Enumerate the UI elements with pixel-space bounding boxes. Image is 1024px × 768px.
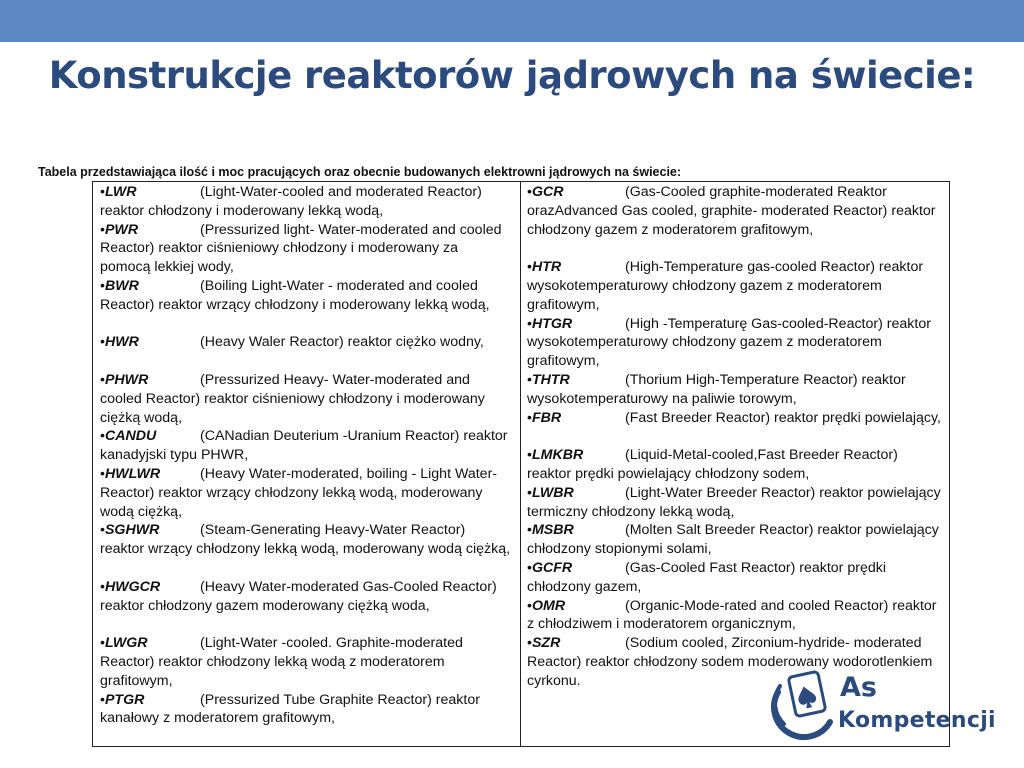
reactor-description-continued: Reactor) reaktor chłodzony lekką wodą z moderatorem grafitowym, bbox=[100, 653, 445, 689]
bullet-marker: • bbox=[100, 522, 105, 539]
reactor-description: (Organic-Mode-rated and cooled Reactor) bbox=[625, 597, 889, 614]
reactor-description-continued: reaktor wysokotemperaturowy na paliwie torowym, bbox=[527, 372, 906, 407]
reactor-description-continued: reaktor kanałowy z moderatorem grafitowym, bbox=[100, 691, 480, 727]
reactor-abbreviation: LWGR bbox=[104, 635, 148, 652]
bullet-marker: • bbox=[527, 522, 532, 539]
bullet-marker: • bbox=[527, 315, 532, 332]
reactor-description-continued: powielający, bbox=[864, 409, 941, 426]
reactor-description: (Light-Water-cooled and moderated bbox=[200, 184, 424, 200]
reactor-abbreviation: GCFR bbox=[531, 560, 573, 576]
reactor-description-continued: Reaktor orazAdvanced Gas cooled, graphite- moderated Reactor) reaktor chłodzony gazem z moderatorem grafitowym, bbox=[527, 184, 936, 238]
reactor-description: (Fast Breeder Reactor) reaktor prędki bbox=[625, 409, 861, 426]
reactor-entry bbox=[527, 446, 943, 484]
bullet-marker: • bbox=[100, 428, 105, 445]
spade-card-icon bbox=[770, 664, 838, 742]
reactor-description: (Steam-Generating Heavy-Water Reactor) bbox=[200, 522, 466, 539]
bullet-marker: • bbox=[527, 635, 532, 652]
reactor-abbr-slot bbox=[527, 559, 625, 578]
reactor-entry bbox=[100, 333, 512, 352]
reactor-entry bbox=[100, 578, 512, 616]
reactor-abbr-slot bbox=[100, 221, 200, 240]
bullet-marker: • bbox=[100, 184, 105, 200]
bullet-marker: • bbox=[100, 635, 105, 652]
reactor-abbr-slot bbox=[100, 333, 200, 352]
reactor-description-continued: reaktor wrzący chłodzony lekką wodą, moderowany wodą ciężką, bbox=[100, 541, 511, 558]
reactor-abbreviation: LMKBR bbox=[531, 447, 584, 464]
reactor-description: (Heavy Water-moderated, boiling - Light bbox=[200, 466, 452, 482]
reactor-abbreviation: BWR bbox=[104, 278, 139, 294]
reactor-entry bbox=[100, 465, 512, 521]
reactor-entry bbox=[100, 183, 512, 221]
reactor-description: (Gas-Cooled Fast Reactor) reaktor prędki bbox=[625, 560, 886, 576]
reactor-description: (Sodium cooled, Zirconium-hydride- bbox=[625, 635, 850, 652]
bullet-marker: • bbox=[527, 372, 532, 388]
bullet-marker: • bbox=[527, 597, 532, 614]
as-kompetencji-logo bbox=[770, 664, 1000, 744]
reactor-description-continued: Reactor) reaktor chłodzony gazem moderowany ciężką woda, bbox=[100, 578, 497, 614]
reactor-description-continued: Water-Reactor) reaktor wrzący chłodzony lekką wodą, moderowany wodą ciężką, bbox=[100, 466, 498, 520]
bullet-marker: • bbox=[100, 334, 105, 351]
reactor-description-continued: reaktor wysokotemperaturowy chłodzony gazem z moderatorem grafitowym, bbox=[527, 259, 924, 313]
reactor-abbr-slot bbox=[527, 315, 625, 334]
reactor-abbr-slot bbox=[100, 277, 200, 296]
reactor-entry bbox=[527, 409, 943, 428]
reactor-abbr-slot bbox=[527, 634, 625, 653]
bullet-marker: • bbox=[100, 691, 105, 708]
reactor-description-continued: cooled Reactor) reaktor ciśnieniowy chłodzony i moderowany za pomocą lekkiej wody, bbox=[100, 221, 502, 276]
reactor-abbreviation: CANDU bbox=[104, 428, 157, 445]
reactor-entry bbox=[527, 597, 943, 635]
reactor-abbr-slot bbox=[100, 183, 200, 202]
reactor-description: (Heavy Water-moderated Gas-Cooled bbox=[200, 578, 439, 595]
reactor-description-continued: Reactor) reaktor wrzący chłodzony i moderowany lekką wodą, bbox=[100, 296, 490, 313]
reactor-entry bbox=[527, 521, 943, 559]
reactor-entry bbox=[100, 521, 512, 559]
reactor-entry bbox=[527, 484, 943, 522]
reactor-description: (Pressurized Tube Graphite Reactor) bbox=[200, 691, 432, 708]
reactor-entry bbox=[100, 371, 512, 427]
reactor-abbreviation: HTGR bbox=[531, 315, 573, 332]
reactor-description-continued: reaktor z chłodziwem i moderatorem organicznym, bbox=[527, 597, 937, 633]
reactor-abbreviation: HWLWR bbox=[104, 466, 161, 482]
table-column-left bbox=[93, 182, 521, 746]
bullet-marker: • bbox=[100, 466, 105, 482]
reactor-description-continued: Reactor) reaktor chłodzony i moderowany lekką wodą, bbox=[100, 184, 482, 219]
reactor-description: (Light-Water -cooled. Graphite-moderated bbox=[200, 635, 463, 652]
reactor-description-continued: reaktor wysokotemperaturowy chłodzony gazem z moderatorem grafitowym, bbox=[527, 315, 931, 370]
reactor-description-continued: chłodzony gazem, bbox=[527, 578, 642, 595]
reactor-abbreviation: GCR bbox=[531, 184, 564, 200]
reactor-description: (Thorium High-Temperature Reactor) bbox=[625, 372, 858, 388]
bullet-marker: • bbox=[527, 484, 532, 501]
bullet-marker: • bbox=[100, 372, 105, 388]
reactor-entry bbox=[527, 559, 943, 597]
reactor-abbreviation: SGHWR bbox=[104, 522, 160, 539]
reactor-description: (Pressurized Heavy- Water-moderated and bbox=[200, 372, 470, 388]
reactor-description: (CANadian Deuterium -Uranium Reactor) bbox=[200, 428, 460, 445]
reactor-abbreviation: THTR bbox=[531, 372, 570, 388]
reactor-description: (Boiling Light-Water - moderated and cooled bbox=[200, 278, 478, 294]
reactor-description-continued: reaktor kanadyjski typu PHWR, bbox=[100, 428, 508, 464]
reactor-abbr-slot bbox=[527, 597, 625, 616]
reactor-description: (Gas-Cooled graphite-moderated bbox=[625, 184, 834, 200]
reactor-entry bbox=[527, 258, 943, 314]
bullet-marker: • bbox=[527, 560, 532, 576]
reactor-description: (Molten Salt Breeder Reactor) reaktor bbox=[625, 522, 862, 539]
bullet-marker: • bbox=[100, 221, 105, 238]
reactor-entry bbox=[100, 277, 512, 315]
reactor-entry bbox=[100, 691, 512, 729]
reactor-description: (Liquid-Metal-cooled,Fast Breeder Reactor) bbox=[625, 447, 898, 464]
reactor-abbr-slot bbox=[100, 634, 200, 653]
reactor-abbreviation: MSBR bbox=[531, 522, 574, 539]
reactor-description: (Pressurized light- Water-moderated and bbox=[200, 221, 456, 238]
reactor-description-continued: cooled Reactor) reaktor ciśnieniowy chłodzony i moderowany ciężką wodą, bbox=[100, 390, 485, 426]
reactor-description: (High-Temperature gas-cooled Reactor) bbox=[625, 259, 875, 276]
reactor-description-continued: reaktor prędki powielający chłodzony sodem, bbox=[527, 465, 810, 482]
logo-line-as: As bbox=[840, 672, 877, 703]
top-banner bbox=[0, 0, 1024, 42]
reactor-description-continued: wodny, bbox=[439, 334, 484, 351]
reactor-abbreviation: PHWR bbox=[104, 372, 149, 388]
reactor-entry bbox=[100, 427, 512, 465]
reactor-abbreviation: LWR bbox=[104, 184, 137, 200]
reactor-abbr-slot bbox=[100, 691, 200, 710]
bullet-marker: • bbox=[100, 578, 105, 595]
reactor-description-continued: moderated Reactor) reaktor chłodzony sodem moderowany wodorotlenkiem cyrkonu. bbox=[527, 635, 933, 689]
reactor-entry bbox=[100, 221, 512, 277]
slide-title: Konstrukcje reaktorów jądrowych na świecie: bbox=[48, 54, 976, 97]
reactor-abbr-slot bbox=[527, 258, 625, 277]
reactor-abbr-slot bbox=[527, 521, 625, 540]
reactor-entry bbox=[527, 315, 943, 371]
bullet-marker: • bbox=[527, 184, 532, 200]
reactor-abbr-slot bbox=[527, 371, 625, 390]
reactor-description-continued: powielający chłodzony stopionymi solami, bbox=[527, 522, 939, 558]
reactor-entry bbox=[527, 183, 943, 239]
reactor-abbr-slot bbox=[100, 427, 200, 446]
reactor-abbreviation: HTR bbox=[531, 259, 562, 276]
reactor-abbreviation: OMR bbox=[531, 597, 566, 614]
reactor-description: (Heavy Waler Reactor) reaktor ciężko bbox=[200, 334, 436, 351]
reactor-abbr-slot bbox=[527, 409, 625, 428]
table-caption: Tabela przedstawiająca ilość i moc pracujących oraz obecnie budowanych elektrowni jądrowych na świecie: bbox=[38, 165, 682, 179]
reactor-abbreviation: LWBR bbox=[531, 484, 574, 501]
reactor-abbr-slot bbox=[100, 465, 200, 484]
reactor-table bbox=[92, 181, 950, 747]
reactor-entry bbox=[100, 634, 512, 690]
logo-line-kompetencji: Kompetencji bbox=[838, 708, 996, 733]
reactor-entry bbox=[527, 371, 943, 409]
reactor-abbreviation: HWR bbox=[104, 334, 139, 351]
reactor-abbr-slot bbox=[100, 371, 200, 390]
reactor-abbr-slot bbox=[100, 578, 200, 597]
bullet-marker: • bbox=[527, 259, 532, 276]
reactor-abbr-slot bbox=[527, 484, 625, 503]
reactor-abbr-slot bbox=[527, 446, 625, 465]
reactor-abbr-slot bbox=[100, 521, 200, 540]
reactor-description-continued: powielający termiczny chłodzony lekką wodą, bbox=[527, 484, 941, 520]
reactor-abbreviation: SZR bbox=[531, 635, 561, 652]
reactor-abbreviation: HWGCR bbox=[104, 578, 161, 595]
table-column-right bbox=[521, 182, 949, 746]
reactor-abbreviation: FBR bbox=[531, 409, 562, 426]
reactor-description: (Light-Water Breeder Reactor) reaktor bbox=[625, 484, 864, 501]
reactor-abbr-slot bbox=[527, 183, 625, 202]
bullet-marker: • bbox=[527, 447, 532, 464]
bullet-marker: • bbox=[100, 278, 105, 294]
bullet-marker: • bbox=[527, 409, 532, 426]
reactor-abbreviation: PTGR bbox=[104, 691, 145, 708]
reactor-description: (High -Temperaturę Gas-cooled-Reactor) bbox=[625, 315, 883, 332]
reactor-abbreviation: PWR bbox=[104, 221, 139, 238]
